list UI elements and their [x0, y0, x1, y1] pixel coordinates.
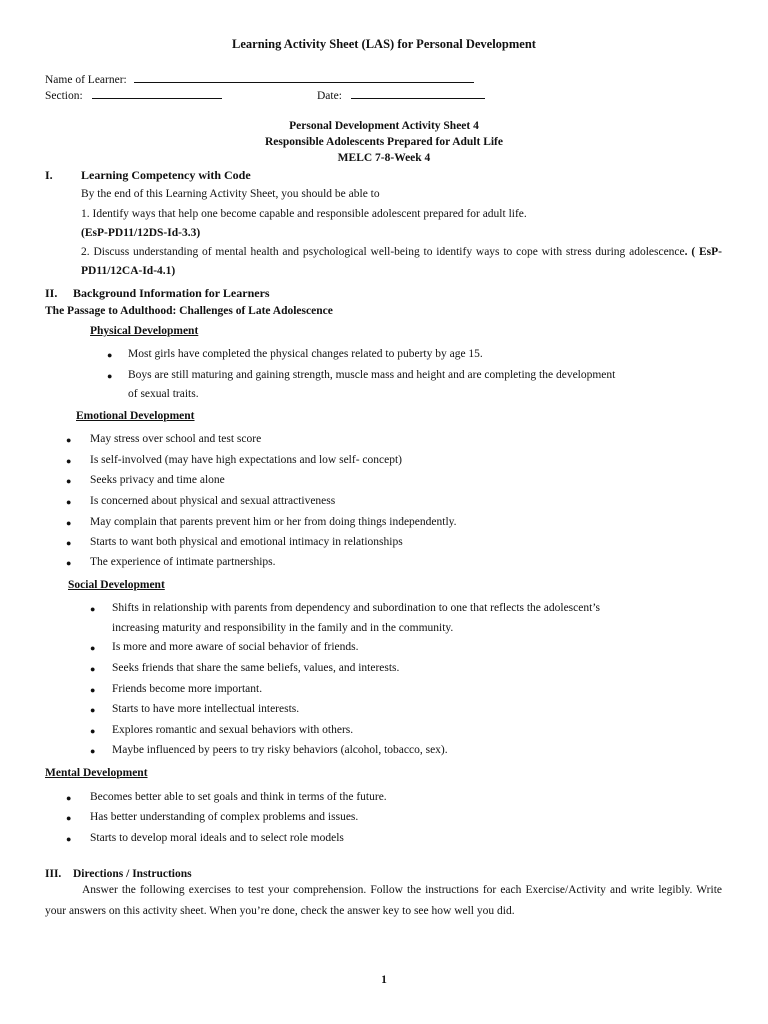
- bullet-icon: ●: [66, 518, 72, 528]
- name-of-learner-row: [45, 72, 474, 86]
- bullet-icon: ●: [66, 558, 72, 568]
- bullet-icon: ●: [66, 435, 72, 445]
- social-item-continued: increasing maturity and responsibility in the family and in the community.: [112, 622, 454, 634]
- bullet-icon: ●: [66, 497, 72, 507]
- section-2-subheading: The Passage to Adulthood: Challenges of Late Adolescence: [45, 305, 333, 317]
- bullet-icon: ●: [66, 834, 72, 844]
- bullet-icon: ●: [90, 685, 96, 695]
- social-item: Seeks friends that share the same beliefs, values, and interests.: [112, 662, 400, 674]
- section-1-numeral: I.: [45, 168, 53, 182]
- bullet-icon: ●: [66, 813, 72, 823]
- section-2-numeral: II.: [45, 286, 58, 300]
- mental-item: Has better understanding of complex problems and issues.: [90, 811, 359, 823]
- competency-2-text: 2. Discuss understanding of mental health and psychological well-being to identify ways to cope with stress during adolescence: [81, 246, 685, 258]
- bullet-icon: ●: [90, 746, 96, 756]
- bullet-icon: ●: [66, 476, 72, 486]
- emotional-item: May stress over school and test score: [90, 433, 262, 445]
- social-item: Maybe influenced by peers to try risky behaviors (alcohol, tobacco, sex).: [112, 744, 448, 756]
- physical-item: Most girls have completed the physical changes related to puberty by age 15.: [128, 348, 483, 360]
- bullet-icon: ●: [90, 705, 96, 715]
- social-item: Shifts in relationship with parents from dependency and subordination to one that reflects the adolescent’s: [112, 602, 600, 614]
- competency-1-code: (EsP-PD11/12DS-Id-3.3): [81, 227, 201, 239]
- section-label: Section:: [45, 90, 83, 102]
- physical-item: Boys are still maturing and gaining strength, muscle mass and height and are completing the development: [128, 369, 616, 381]
- competency-2: [81, 243, 722, 281]
- social-item: Friends become more important.: [112, 683, 263, 695]
- bullet-icon: ●: [66, 456, 72, 466]
- sheet-title: Personal Development Activity Sheet 4: [289, 120, 479, 132]
- date-label: Date:: [317, 90, 342, 102]
- section-blank[interactable]: [92, 88, 222, 99]
- competency-1: 1. Identify ways that help one become capable and responsible adolescent prepared for adult life.: [81, 208, 527, 220]
- mental-development-heading: Mental Development: [45, 767, 148, 779]
- emotional-development-heading: Emotional Development: [76, 410, 195, 422]
- bullet-icon: ●: [66, 793, 72, 803]
- emotional-item: The experience of intimate partnerships.: [90, 556, 276, 568]
- physical-development-heading: Physical Development: [90, 325, 199, 337]
- name-label: Name of Learner:: [45, 74, 127, 86]
- bullet-icon: ●: [90, 643, 96, 653]
- section-2-heading: Background Information for Learners: [73, 286, 270, 300]
- sheet-subtitle: Responsible Adolescents Prepared for Adult Life: [265, 136, 503, 148]
- physical-item-continued: of sexual traits.: [128, 388, 199, 400]
- section-1-intro: By the end of this Learning Activity Sheet, you should be able to: [81, 188, 380, 200]
- mental-item: Becomes better able to set goals and think in terms of the future.: [90, 791, 387, 803]
- emotional-item: Seeks privacy and time alone: [90, 474, 225, 486]
- page-number: 1: [381, 974, 387, 986]
- date-row: [317, 88, 485, 102]
- section-1-heading: Learning Competency with Code: [81, 168, 251, 182]
- bullet-icon: ●: [90, 726, 96, 736]
- emotional-item: May complain that parents prevent him or her from doing things independently.: [90, 516, 457, 528]
- page-title: Learning Activity Sheet (LAS) for Personal Development: [232, 37, 536, 51]
- name-blank[interactable]: [134, 72, 474, 83]
- sheet-melc: MELC 7-8-Week 4: [337, 152, 431, 164]
- date-blank[interactable]: [351, 88, 485, 99]
- social-development-heading: Social Development: [68, 579, 165, 591]
- social-item: Starts to have more intellectual interests.: [112, 703, 300, 715]
- bullet-icon: ●: [107, 371, 113, 381]
- social-item: Is more and more aware of social behavior of friends.: [112, 641, 359, 653]
- bullet-icon: ●: [66, 538, 72, 548]
- social-item: Explores romantic and sexual behaviors with others.: [112, 724, 354, 736]
- bullet-icon: ●: [107, 350, 113, 360]
- directions-paragraph: Answer the following exercises to test your comprehension. Follow the instructions for each Exercise/Activity and write legibly. Write your answers on this activity sheet. When you’re done, check the answer key to see how well you did.: [45, 884, 722, 917]
- emotional-item: Starts to want both physical and emotional intimacy in relationships: [90, 536, 403, 548]
- emotional-item: Is self-involved (may have high expectations and low self- concept): [90, 454, 402, 466]
- bullet-icon: ●: [90, 604, 96, 614]
- section-3-heading: Directions / Instructions: [73, 868, 192, 880]
- section-3-numeral: III.: [45, 868, 62, 880]
- section-row: [45, 88, 222, 102]
- competency-2-code: . ( EsP-PD11/12CA-Id-4.1): [81, 246, 722, 277]
- bullet-icon: ●: [90, 664, 96, 674]
- mental-item: Starts to develop moral ideals and to select role models: [90, 832, 344, 844]
- emotional-item: Is concerned about physical and sexual attractiveness: [90, 495, 336, 507]
